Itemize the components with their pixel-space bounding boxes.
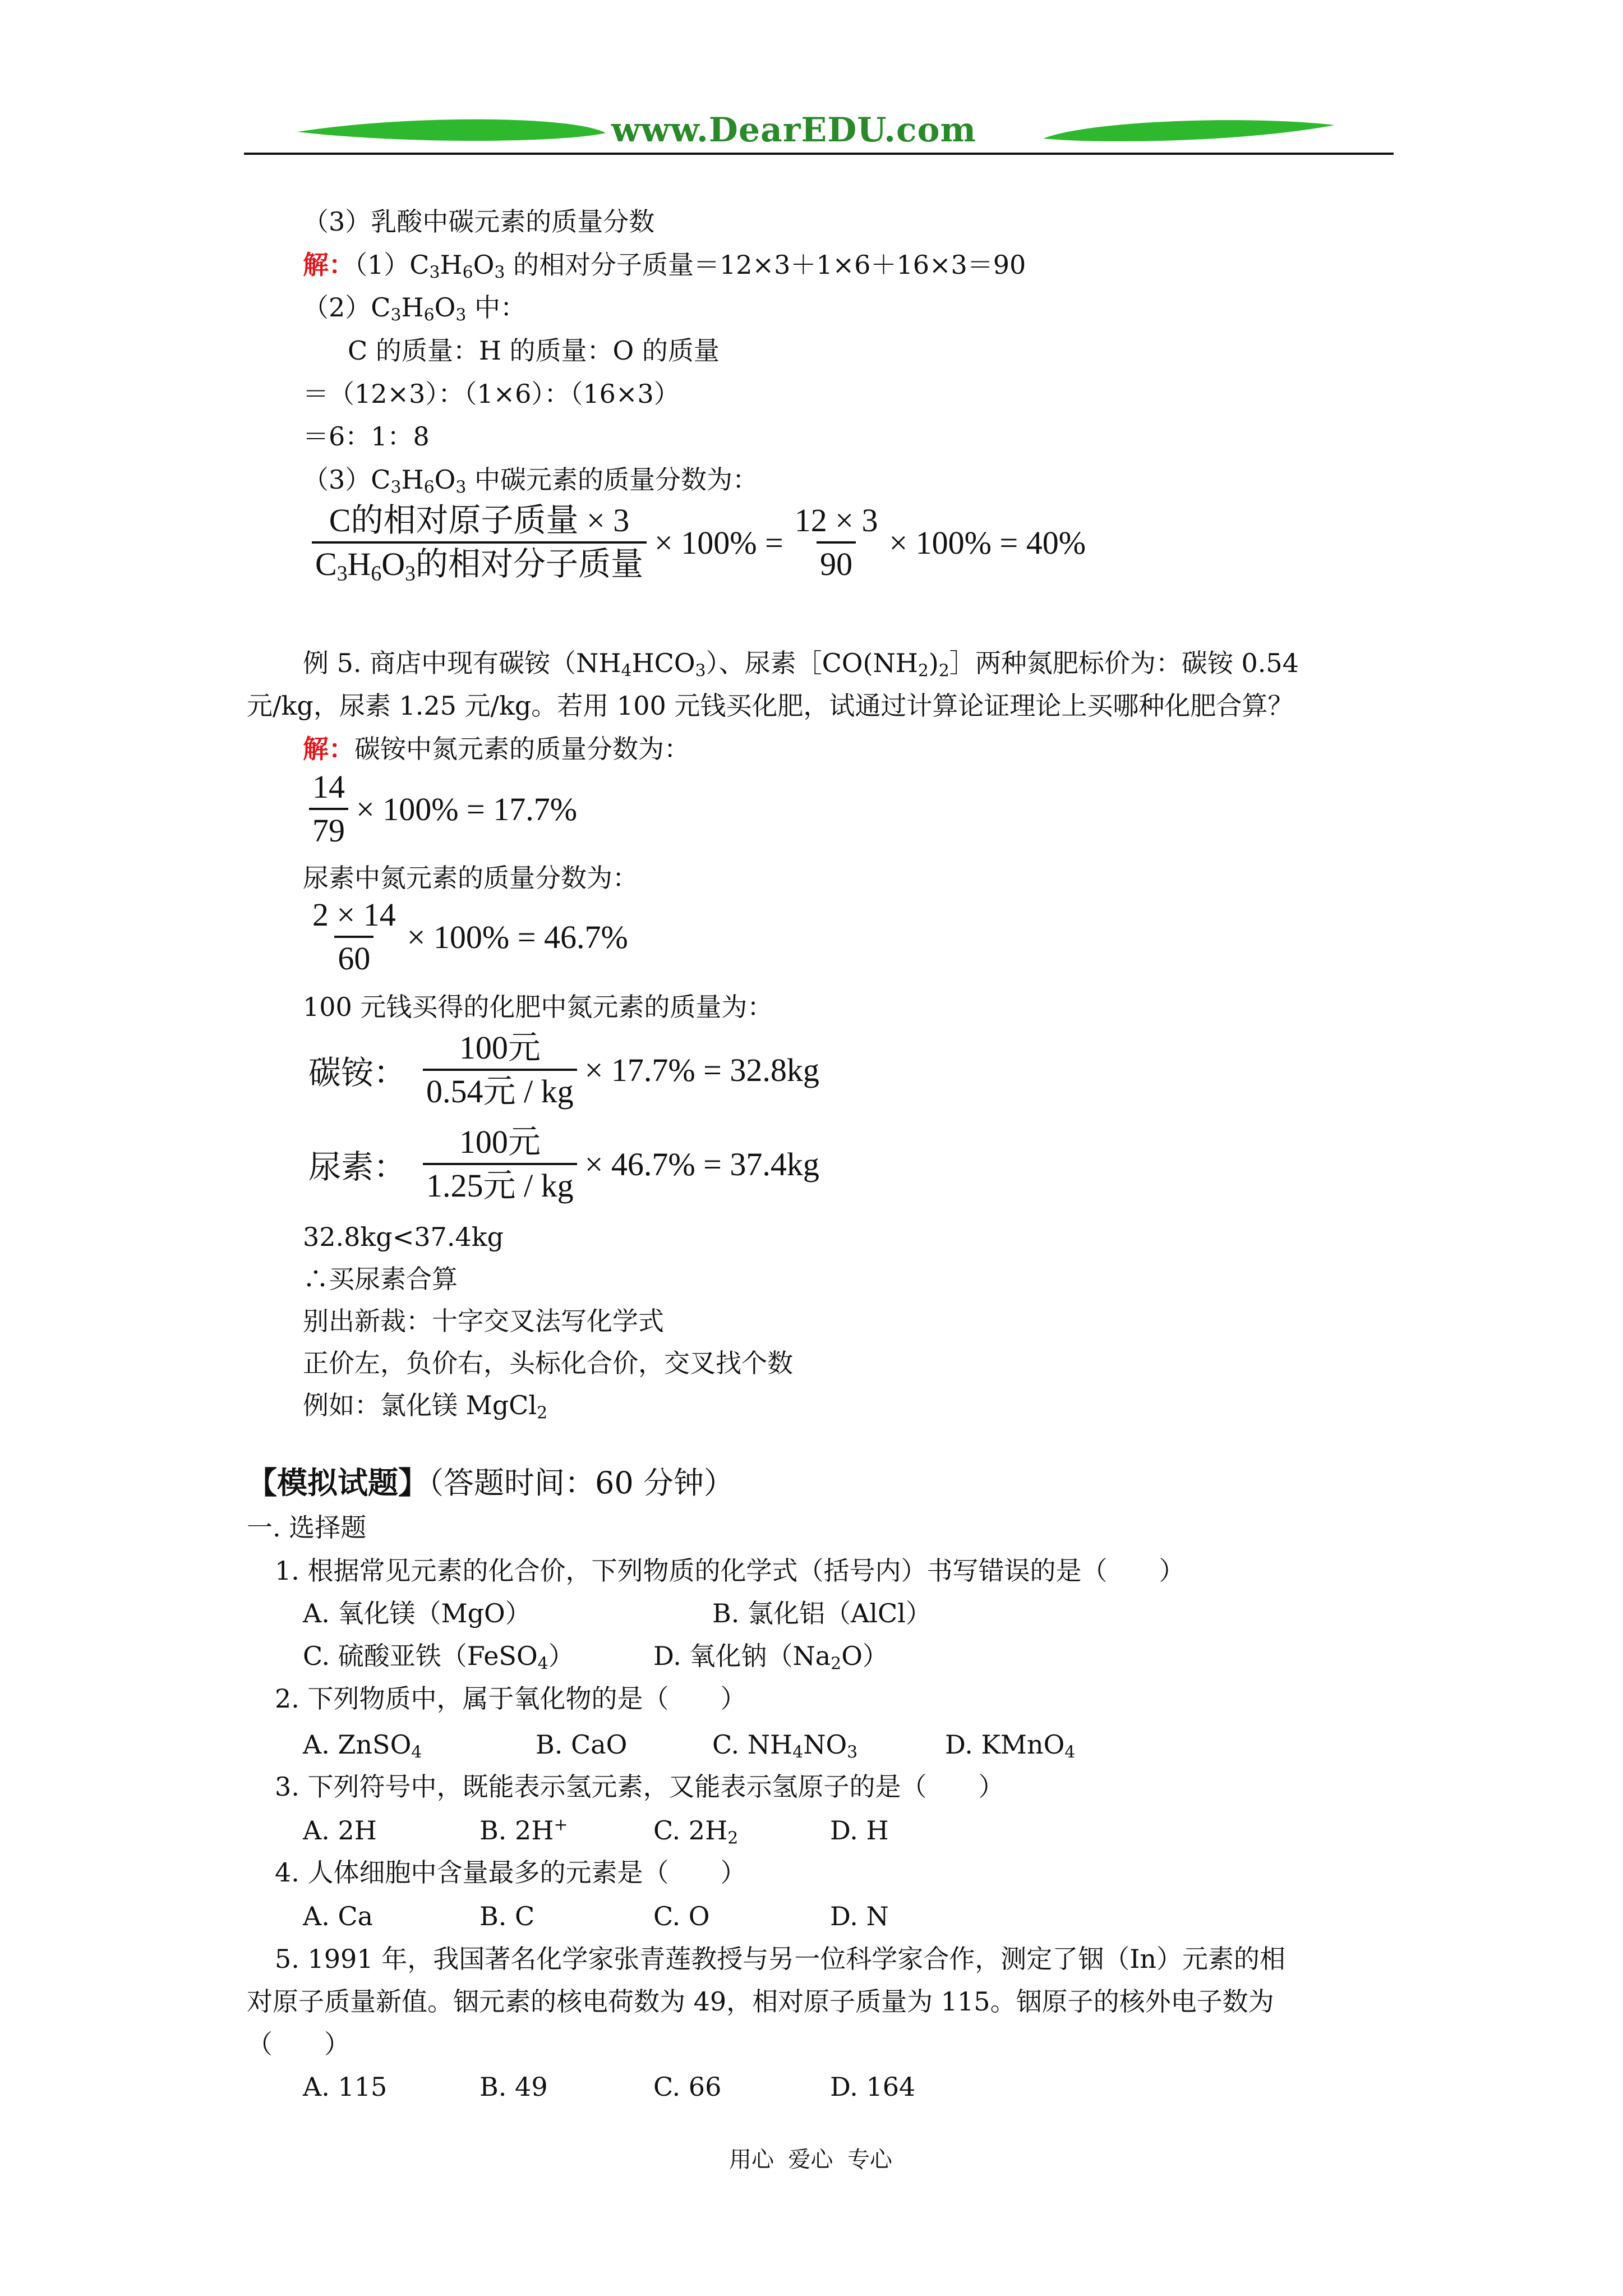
equation-urea-fraction: $\frac{2 \times 14}{60}$ × 100% = 46.7% (312, 896, 628, 977)
equation-urea-mass: 尿素： $\frac{\text{100元}}{\text{1.25元 / kg}}$ × 46.7% = 37.4kg (308, 1124, 819, 1204)
header-rule (244, 153, 1394, 155)
question: 1. 根据常见元素的化合价，下列物质的化学式（括号内）书写错误的是（ ） (275, 1556, 1185, 1586)
option: A. 氧化镁（MgO） (303, 1598, 531, 1628)
text-line: 例如：氯化镁 MgCl$_2$ (303, 1390, 548, 1423)
text-line: ＝（12×3）：（1×6）：（16×3） (303, 379, 680, 409)
text-line: 32.8kg<37.4kg (303, 1222, 504, 1252)
text-line: $(2)C_3H_6O_3$ 中： (303, 292, 527, 325)
option: A. ZnSO$_4$ (303, 1729, 422, 1763)
option: B. C (479, 1901, 535, 1931)
option: C. $NH_4NO_3$ (712, 1729, 858, 1763)
text-line: $(3)C_3H_6O_3$ 中碳元素的质量分数为： (303, 464, 759, 498)
equation-nh4hco3-fraction: $\frac{14}{79}$ × 100% = 17.7% (306, 769, 582, 849)
text-line: 别出新裁：十字交叉法写化学式 (303, 1306, 664, 1336)
text-line: ＝6：1：8 (303, 421, 430, 452)
text-line: （3）乳酸中碳元素的质量分数 (303, 206, 655, 237)
option: D. KMnO$_4$ (945, 1729, 1076, 1763)
option: B. 2H+ (479, 1815, 568, 1846)
logo-text: www.DearEDU.com (611, 111, 977, 150)
option: A. 115 (303, 2072, 388, 2102)
text-line: 例 5. 商店中现有碳铵$(NH_4HCO_3)$、尿素$[CO(NH_2)_2]$两种氮肥标价为：碳铵 0.54 (303, 648, 1299, 681)
section-subtitle: 一. 选择题 (247, 1512, 367, 1543)
option: C. O (653, 1901, 710, 1931)
option: C. 66 (653, 2072, 722, 2102)
question: 5. 1991 年，我国著名化学家张青莲教授与另一位科学家合作，测定了铟（In）元素的相 (275, 1944, 1285, 1974)
solution-label: 解： (303, 250, 354, 280)
section-title: 【模拟试题】（答题时间：60 分钟） (247, 1465, 734, 1501)
fraction: $\frac{12 \times 3}{90}$ (794, 502, 878, 582)
option: D. 164 (830, 2072, 916, 2102)
option: C. 硫酸亚铁（FeSO$_4$） (303, 1641, 574, 1674)
equation-nh4hco3-mass: 碳铵： $\frac{\text{100元}}{\text{0.54元 / kg}}$ × 17.7% = 32.8kg (308, 1029, 819, 1110)
text-line: 元/kg，尿素 1.25 元/kg。若用 100 元钱买化肥，试通过计算论证理论上买哪种化肥合算？ (247, 691, 1294, 721)
solution-label: 解： (303, 734, 354, 764)
header-logo (292, 109, 1340, 154)
text-line: ∴买尿素合算 (303, 1264, 458, 1294)
page-footer: 用心 爱心 专心 (729, 2147, 892, 2173)
question: （ ） (247, 2029, 350, 2059)
option: D. N (830, 1901, 889, 1931)
option: B. 氯化铝（AlCl） (712, 1598, 932, 1628)
option: B. CaO (536, 1729, 628, 1760)
option: D. 氧化钠$(Na_2O)$ (653, 1641, 888, 1674)
text-line: 100 元钱买得的化肥中氮元素的质量为： (303, 992, 773, 1022)
option: A. 2H (303, 1815, 377, 1846)
question: 3. 下列符号中，既能表示氢元素，又能表示氢原子的是（ ） (275, 1772, 1004, 1802)
equation-carbon-fraction: $\frac{\text{C的相对原子质量 × 3}}{C_3H_6O_3的相对分子质量}$ × 100% = $\frac{12 \times 3}{90}$ × 100% = 40% (308, 502, 1090, 583)
question: 2. 下列物质中，属于氧化物的是（ ） (275, 1683, 746, 1714)
text-line: 正价左，负价右，头标化合价，交叉找个数 (303, 1348, 793, 1378)
fraction: $\frac{\text{C的相对原子质量 × 3}}{C_3H_6O_3的相对分子质量}$ (312, 502, 647, 583)
option: C. $2H_2$ (653, 1815, 739, 1848)
question: 4. 人体细胞中含量最多的元素是（ ） (275, 1857, 746, 1888)
text-line: C 的质量：H 的质量：O 的质量 (348, 335, 720, 366)
option: D. H (830, 1815, 889, 1846)
text-line: 解：$(1)C_3H_6O_3$ 的相对分子质量＝12×3＋1×6＋16×3＝90 (303, 250, 1026, 283)
text-line: 解：碳铵中氮元素的质量分数为： (303, 734, 690, 764)
option: B. 49 (479, 2072, 548, 2102)
question: 对原子质量新值。铟元素的核电荷数为 49，相对原子质量为 115。铟原子的核外电子数为 (247, 1986, 1274, 2017)
option: A. Ca (303, 1901, 374, 1931)
text-line: 尿素中氮元素的质量分数为： (303, 863, 638, 893)
